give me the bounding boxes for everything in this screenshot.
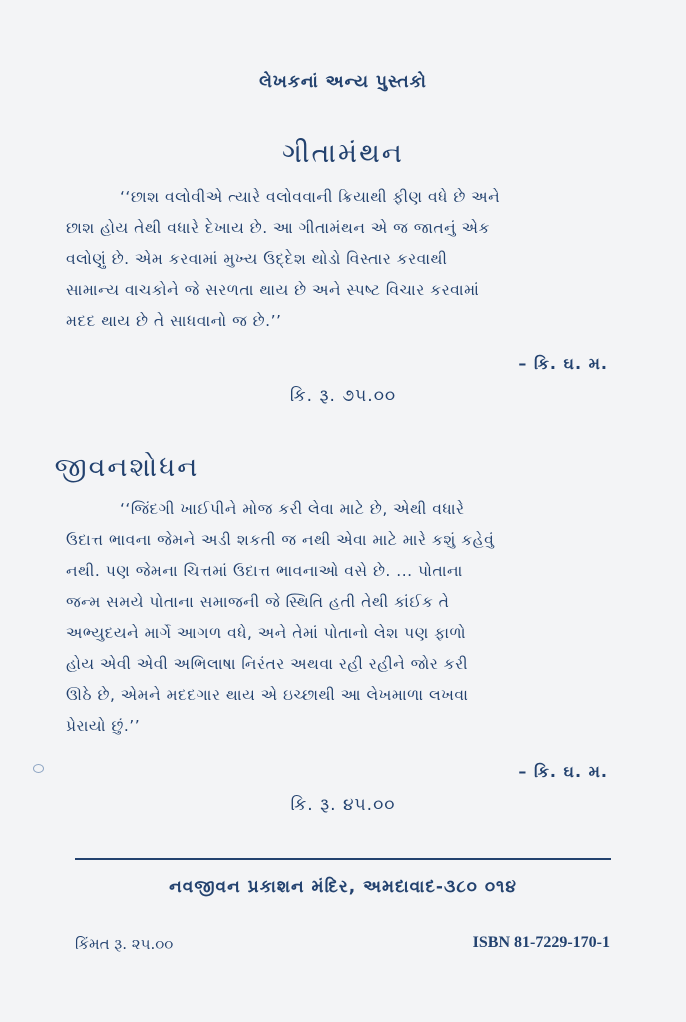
isbn-number: ISBN 81-7229-170-1 [472, 934, 610, 951]
author-signature: – કિ. ઘ. મ. [518, 762, 608, 781]
quote-line: છાશ હોય તેથી વધારે દેખાય છે. આ ગીતામંથન એ જ જાતનું એક [66, 219, 490, 237]
publisher-line: નવજીવન પ્રકાશન મંદિર, અમદાવાદ-૩૮૦ ૦૧૪ [169, 877, 517, 897]
book-quote-gitamanthan [66, 182, 608, 337]
divider-rule [75, 858, 611, 860]
quote-line: જન્મ સમયે પોતાના સમાજની જે સ્થિતિ હતી તેથી કાંઈક તે [66, 593, 450, 611]
quote-line: ‘‘છાશ વલોવીએ ત્યારે વલોવવાની ક્રિયાથી ફીણ વધે છે અને [120, 188, 501, 206]
quote-line: ઊઠે છે, એમને મદદગાર થાય એ ઇચ્છાથી આ લેખમાળા લખવા [66, 686, 469, 704]
quote-line: ઉદાત્ત ભાવના જેમને અડી શકતી જ નથી એવા માટે મારે કશું કહેવું [66, 531, 495, 549]
book-title-gitamanthan: ગીતામંથન [282, 138, 404, 169]
quote-line: હોય એવી એવી અભિલાષા નિરંતર અથવા રહી રહીને જોર કરી [66, 655, 469, 673]
cover-price: કિંમત રૂ. ૨૫.૦૦ [75, 935, 174, 953]
quote-line: વલોણું છે. એમ કરવામાં મુખ્ય ઉદ્દેશ થોડો વિસ્તાર કરવાથી [66, 250, 448, 268]
print-speck [33, 764, 44, 773]
quote-line: ‘‘જિંદગી ખાઈપીને મોજ કરી લેવા માટે છે, એથી વધારે [120, 500, 465, 518]
author-signature: – કિ. ઘ. મ. [518, 354, 608, 373]
quote-line: નથી. પણ જેમના ચિત્તમાં ઉદાત્ત ભાવનાઓ વસે છે. ... પોતાના [66, 562, 463, 580]
quote-line: પ્રેરાયો છું.’’ [66, 717, 141, 735]
book-title-jivanshodhan: જીવનશોધન [54, 452, 200, 483]
quote-line: મદદ થાય છે તે સાધવાનો જ છે.’’ [66, 312, 282, 330]
quote-line: અભ્યુદયને માર્ગે આગળ વધે, અને તેમાં પોતાનો લેશ પણ ફાળો [66, 624, 466, 642]
book-price: કિ. રૂ. ૪૫.૦૦ [290, 795, 396, 815]
book-price: કિ. રૂ. ૭૫.૦૦ [289, 386, 397, 406]
quote-line: સામાન્ય વાચકોને જે સરળતા થાય છે અને સ્પષ્ટ વિચાર કરવામાં [66, 281, 480, 299]
other-books-heading: લેખકનાં અન્ય પુસ્તકો [259, 72, 427, 92]
book-quote-jivanshodhan [66, 494, 608, 742]
